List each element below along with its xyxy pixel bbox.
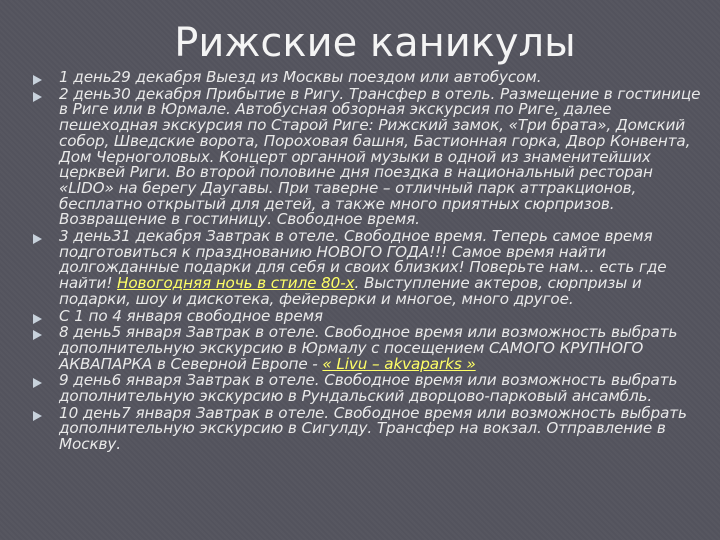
list-item bbox=[33, 306, 705, 325]
item-text bbox=[59, 229, 705, 308]
item-text: 1 день29 декабря Выезд из Москвы поездом или автобусом. bbox=[59, 68, 542, 86]
list-item bbox=[33, 403, 705, 454]
list-item bbox=[33, 84, 705, 229]
bullet-arrow-icon bbox=[33, 330, 42, 340]
list-item bbox=[33, 229, 705, 308]
bullet-arrow-icon bbox=[33, 314, 42, 324]
bullet-arrow-icon bbox=[33, 75, 42, 85]
aquapark-link[interactable]: « Livu – akvaparks » bbox=[322, 354, 476, 373]
bullet-arrow-icon bbox=[33, 378, 42, 388]
item-text bbox=[59, 325, 705, 372]
slide-title: Рижские каникулы bbox=[174, 20, 576, 66]
item-text: 10 день7 января Завтрак в отеле. Свободное время или возможность выбрать дополнительную экскурсию в Сигулду. Трансфер на вокзал. Отправление в Москву. bbox=[59, 403, 687, 454]
list-item bbox=[33, 325, 705, 372]
item-text: 9 день6 января Завтрак в отеле. Свободное время или возможность выбрать дополнительную экскурсию в Рундальский дворцово-парковый ансамбль. bbox=[59, 371, 678, 406]
bullet-arrow-icon bbox=[33, 234, 42, 244]
item-text-part: . Выступление актеров, сюрпризы и подарки, шоу и дискотека, фейерверки и многое, много другое. bbox=[59, 274, 642, 308]
item-text: 2 день30 декабря Прибытие в Ригу. Трансфер в отель. Размещение в гостинице в Риге или в Юрмале. Автобусная обзорная экскурсия по Риге, далее пешеходная экскурсия по Старой Риге: Рижский замок, «Три брата», Домский собор, Шведские ворота, Пороховая башня, Бастионная горка, Двор Конвента, Дом Черноголовых. Концерт органной музыки в одной из знаменитейших церквей Риги. Во второй половине дня поездка в национальный ресторан «LIDO» на берегу Даугавы. При таверне – отличный парк аттракционов, бесплатно открытый для детей, а также много приятных сюрпризов. Возвращение в гостиницу. Свободное время. bbox=[59, 84, 701, 229]
new-year-party-link[interactable]: Новогодняя ночь в стиле 80-х bbox=[117, 274, 355, 293]
bullet-arrow-icon bbox=[33, 92, 42, 102]
bullet-arrow-icon bbox=[33, 411, 42, 421]
list-item bbox=[33, 70, 705, 86]
itinerary-list bbox=[33, 70, 705, 454]
list-item bbox=[33, 373, 705, 404]
item-text: С 1 по 4 января свободное время bbox=[59, 306, 323, 325]
item-text-part: 8 день5 января Завтрак в отеле. Свободное время или возможность выбрать дополнительную экскурсию в Юрмалу с посещением САМОГО КРУПНОГО АКВАПАРКА в Северной Европе - bbox=[59, 323, 678, 373]
item-text-part: 3 день31 декабря Завтрак в отеле. Свободное время. Теперь самое время подготовиться к празднованию НОВОГО ГОДА!!! Самое время найти долгожданные подарки для себя и своих близких! Поверьте нам… есть где найти! bbox=[59, 227, 667, 293]
